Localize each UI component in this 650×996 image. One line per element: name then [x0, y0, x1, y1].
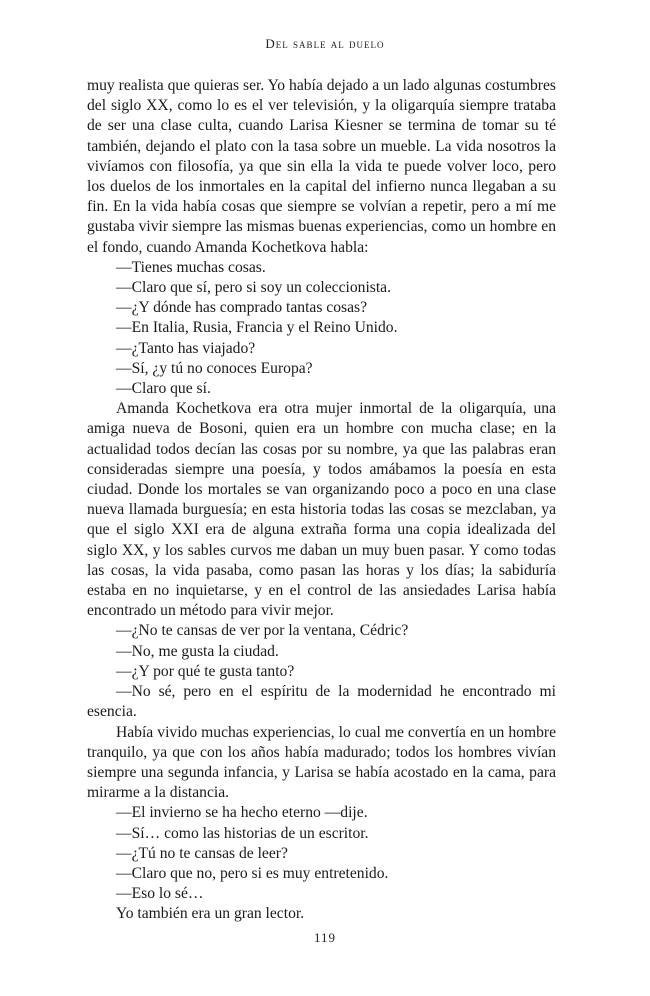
running-head: Del sable al duelo	[265, 36, 385, 51]
page-number: 119	[313, 930, 337, 945]
dialogue-line: —Tienes muchas cosas.	[116, 258, 266, 276]
paragraph: Yo también era un gran lector.	[116, 905, 305, 923]
dialogue-line: —El invierno se ha hecho eterno —dije.	[116, 804, 368, 822]
dialogue-line: —¿Y por qué te gusta tanto?	[116, 662, 295, 680]
paragraph: Había vivido muchas experiencias, lo cual me convertía en un hombre tranquilo, ya que con los años había madurado; todos los hombres vivían siempre una segunda infancia, y Larisa se había acostado en la cama, para mirarme a la distancia.	[87, 723, 556, 802]
dialogue-line: —No sé, pero en el espíritu de la modernidad he encontrado mi esencia.	[87, 683, 556, 721]
dialogue-line: —Claro que no, pero si es muy entretenido.	[116, 864, 389, 882]
paragraph: muy realista que quieras ser. Yo había dejado a un lado algunas costumbres del siglo XX, como lo es el ver televisión, y la oligarquía siempre trataba de ser una clase culta, cuando Larisa Kiesner se termina de tomar su té también, dejando el plato con la tasa sobre un mueble. La vida nosotros la vivíamos con filosofía, ya que sin ella la vida te puede volver loco, pero los duelos de los inmortales en la capital del infierno nunca llegaban a su fin. En la vida había cosas que siempre se volvían a repetir, pero a mí me gustaba vivir siempre las mismas buenas experiencias, como un hombre en el fondo, cuando Amanda Kochetkova habla:	[87, 77, 556, 256]
dialogue-line: —¿No te cansas de ver por la ventana, Cédric?	[116, 622, 409, 640]
dialogue-line: —Sí… como las historias de un escritor.	[116, 824, 369, 842]
dialogue-line: —Claro que sí, pero si soy un coleccionista.	[116, 279, 391, 297]
dialogue-line: —Eso lo sé…	[116, 885, 204, 903]
paragraph: Amanda Kochetkova era otra mujer inmortal de la oligarquía, una amiga nueva de Bosoni, quien era un hombre con mucha clase; en la actualidad todos decían las cosas por su nombre, ya que las palabras eran consideradas siempre una poesía, y todos amábamos la poesía en esta ciudad. Donde los mortales se van organizando poco a poco en una clase nueva llamada burguesía; en esta historia todas las cosas se mezclaban, ya que el siglo XXI era de alguna extraña forma una copia idealizada del siglo XX, y los sables curvos me daban un muy buen pasar. Y como todas las cosas, la vida pasaba, como pasan las horas y los días; la sabiduría estaba en no inquietarse, y en el control de las ansiedades Larisa había encontrado un método para vivir mejor.	[87, 400, 556, 620]
dialogue-line: —En Italia, Rusia, Francia y el Reino Unido.	[116, 319, 398, 337]
dialogue-line: —Sí, ¿y tú no conoces Europa?	[116, 359, 313, 377]
body-text	[87, 76, 556, 925]
dialogue-line: —¿Tú no te cansas de leer?	[116, 844, 288, 862]
dialogue-line: —¿Tanto has viajado?	[116, 339, 256, 357]
dialogue-line: —Claro que sí.	[116, 380, 211, 398]
dialogue-line: —¿Y dónde has comprado tantas cosas?	[116, 299, 368, 317]
dialogue-line: —No, me gusta la ciudad.	[116, 642, 279, 660]
